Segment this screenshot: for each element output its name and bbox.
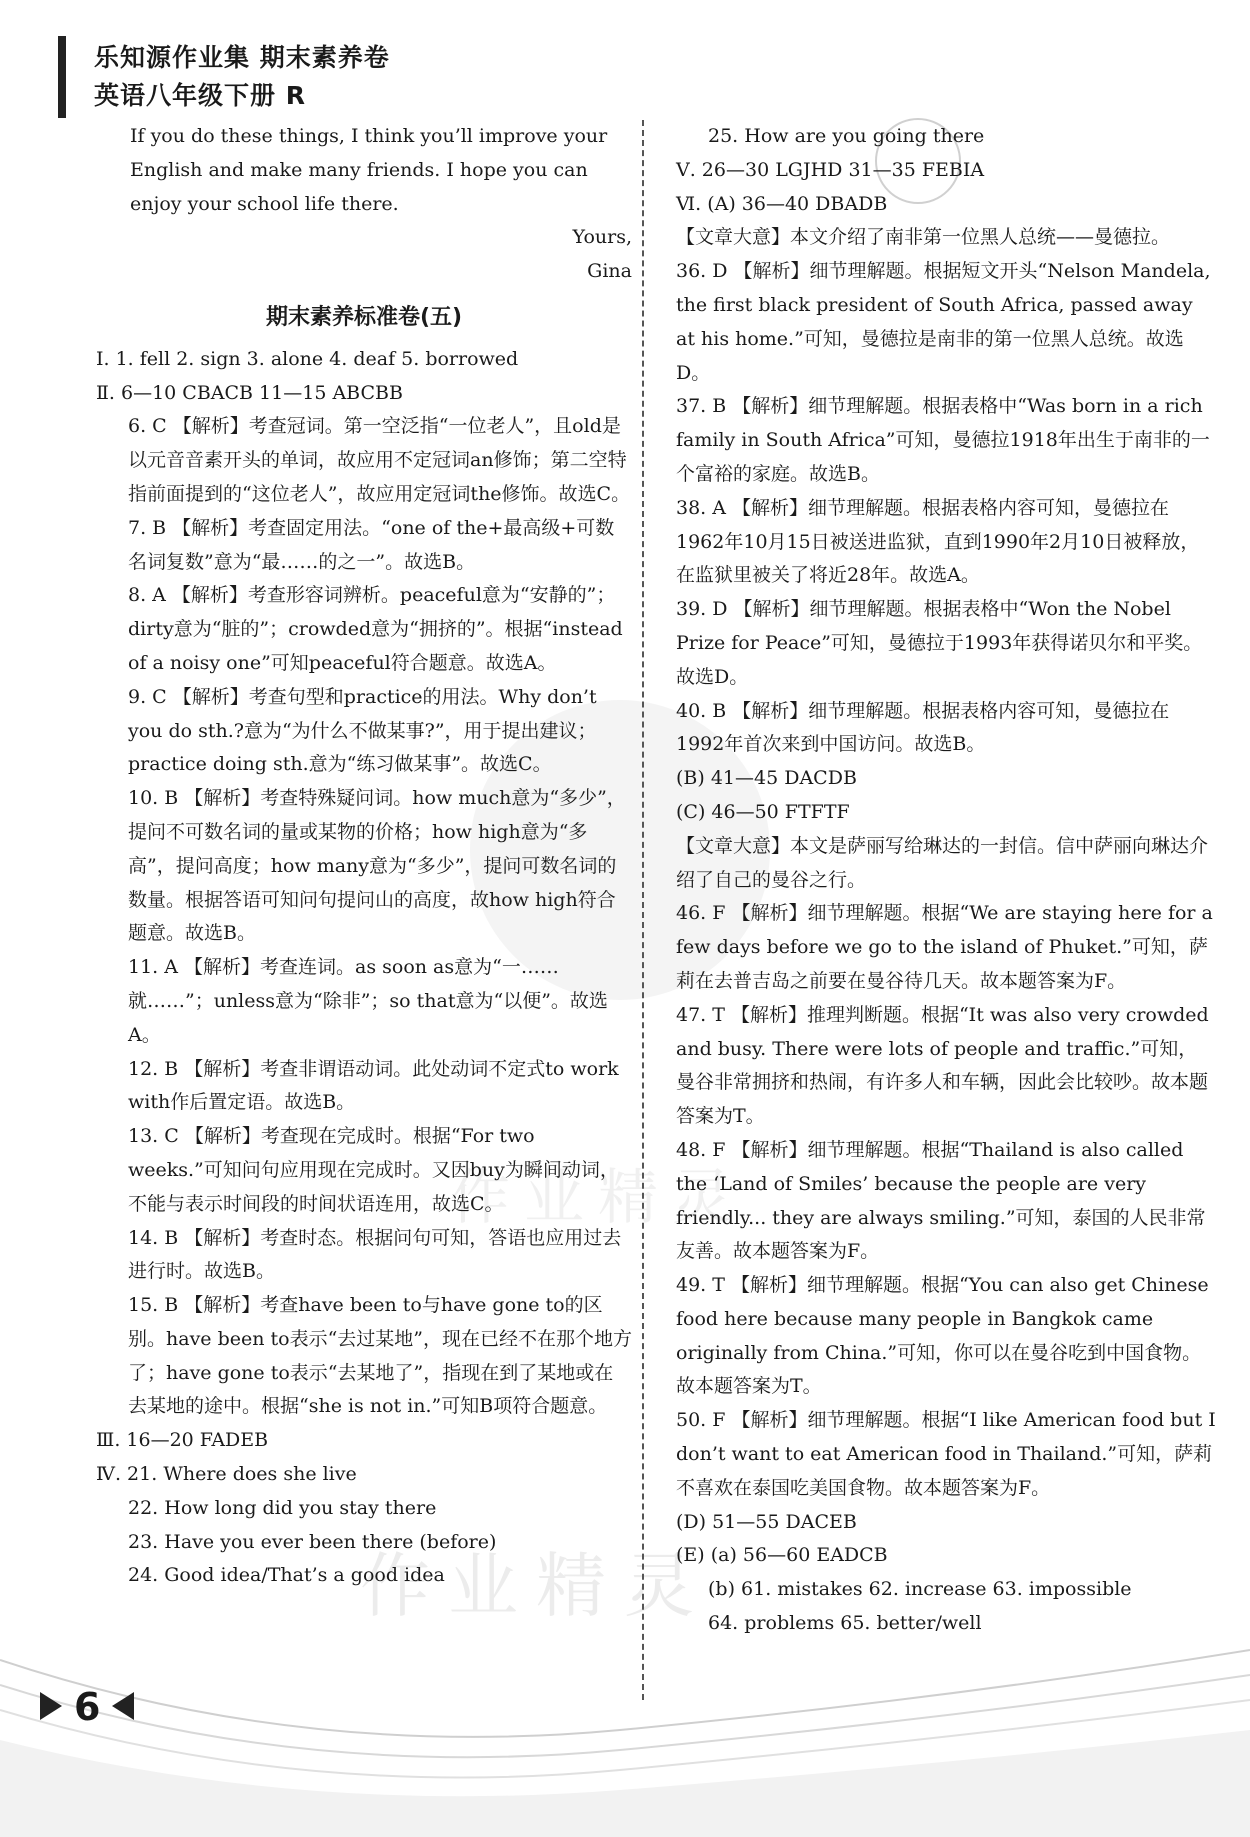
answer-paragraph: 15. B 【解析】考查have been to与have gone to的区别。have been to表示“去过某地”，现在已经不在那个地方了；have gone to表示“去某地了”，指现在到了某地或在去某地的途中。根据“she is not in.”可知B项符合题意。 bbox=[128, 1294, 633, 1418]
answer-paragraph: 7. B 【解析】考查固定用法。“one of the+最高级+可数名词复数”意为“最……的之一”。故选B。 bbox=[128, 516, 615, 573]
header-subtitle: 英语八年级下册 R bbox=[94, 81, 306, 110]
answer-paragraph: Ⅱ. 6—10 CBACB 11—15 ABCBB bbox=[96, 381, 403, 404]
answer-paragraph: Ⅲ. 16—20 FADEB bbox=[96, 1429, 269, 1452]
answer-paragraph: Ⅵ. (A) 36—40 DBADB bbox=[676, 192, 888, 215]
answer-paragraph: 46. F 【解析】细节理解题。根据“We are staying here for a few days before we go to the island of Phuket.”可知，萨莉在去普吉岛之前要在曼谷待几天。故本题答案为F。 bbox=[676, 902, 1213, 992]
answer-paragraph: Yours, bbox=[572, 226, 632, 249]
column-divider bbox=[642, 120, 644, 1700]
answer-paragraph: 36. D 【解析】细节理解题。根据短文开头“Nelson Mandela, the first black president of South Africa, passed away at his home.”可知，曼德拉是南非的第一位黑人总统。故选D。 bbox=[676, 260, 1211, 384]
watermark-text: 作业精灵 bbox=[360, 1545, 712, 1627]
answer-paragraph: 40. B 【解析】细节理解题。根据表格内容可知，曼德拉在1992年首次来到中国访问。故选B。 bbox=[676, 699, 1170, 756]
answer-paragraph: (E) (a) 56—60 EADCB bbox=[676, 1544, 888, 1567]
answer-paragraph: If you do these things, I think you’ll improve your English and make many friends. I hope you can enjoy your school life there. bbox=[130, 125, 608, 215]
answer-paragraph: 39. D 【解析】细节理解题。根据表格中“Won the Nobel Prize for Peace”可知，曼德拉于1993年获得诺贝尔和平奖。故选D。 bbox=[676, 598, 1203, 688]
answer-paragraph: 【文章大意】本文介绍了南非第一位黑人总统——曼德拉。 bbox=[676, 226, 1171, 249]
page-arrow-left-icon bbox=[40, 1692, 62, 1720]
answer-paragraph: 10. B 【解析】考查特殊疑问词。how much意为“多少”，提问不可数名词的量或某物的价格；how high意为“多高”，提问高度；how many意为“多少”，提问可数名词的数量。根据答语可知问句提问山的高度，故how high符合题意。故选B。 bbox=[128, 787, 626, 945]
answer-paragraph: (D) 51—55 DACEB bbox=[676, 1510, 857, 1533]
answer-paragraph: 14. B 【解析】考查时态。根据问句可知，答语也应用过去进行时。故选B。 bbox=[128, 1226, 622, 1283]
answer-paragraph: Ⅴ. 26—30 LGJHD 31—35 FEBIA bbox=[676, 158, 985, 181]
header-bar bbox=[58, 36, 66, 118]
answer-paragraph: 50. F 【解析】细节理解题。根据“I like American food but I don’t want to eat American food in Thailand.”可知，萨莉不喜欢在泰国吃美国食物。故本题答案为F。 bbox=[676, 1409, 1216, 1499]
answer-paragraph: 8. A 【解析】考查形容词辨析。peaceful意为“安静的”；dirty意为“脏的”；crowded意为“拥挤的”。根据“instead of a noisy one”可知peaceful符合题意。故选A。 bbox=[128, 584, 623, 674]
answer-paragraph: Ⅰ. 1. fell 2. sign 3. alone 4. deaf 5. borrowed bbox=[96, 347, 519, 370]
answer-paragraph: 24. Good idea/That’s a good idea bbox=[128, 1564, 445, 1587]
answer-paragraph: 23. Have you ever been there (before) bbox=[128, 1530, 497, 1553]
right-column bbox=[676, 120, 1216, 1641]
page-number: 6 bbox=[74, 1685, 101, 1729]
answer-paragraph: 37. B 【解析】细节理解题。根据表格中“Was born in a rich family in South Africa”可知，曼德拉1918年出生于南非的一个富裕的家庭。故选B。 bbox=[676, 395, 1210, 485]
answer-paragraph: 13. C 【解析】考查现在完成时。根据“For two weeks.”可知问句应用现在完成时。又因buy为瞬间动词，不能与表示时间段的时间状语连用，故选C。 bbox=[128, 1125, 619, 1215]
answer-paragraph: 【文章大意】本文是萨丽写给琳达的一封信。信中萨丽向琳达介绍了自己的曼谷之行。 bbox=[676, 834, 1209, 891]
answer-paragraph: 25. How are you going there bbox=[708, 125, 985, 147]
answer-paragraph: 47. T 【解析】推理判断题。根据“It was also very crowded and busy. There were lots of people and traffic.”可知，曼谷非常拥挤和热闹，有许多人和车辆，因此会比较吵。故本题答案为T。 bbox=[676, 1003, 1209, 1128]
watermark-text-mid: 作业精灵 bbox=[450, 1163, 746, 1233]
answer-paragraph: (b) 61. mistakes 62. increase 63. impossible bbox=[708, 1578, 1132, 1601]
left-column bbox=[96, 120, 632, 1593]
answer-paragraph: 64. problems 65. better/well bbox=[708, 1612, 982, 1635]
answer-paragraph: 38. A 【解析】细节理解题。根据表格内容可知，曼德拉在1962年10月15日被送进监狱，直到1990年2月10日被释放，在监狱里被关了将近28年。故选A。 bbox=[676, 496, 1200, 587]
footer-wave-decoration bbox=[0, 1640, 1250, 1837]
answer-paragraph: 49. T 【解析】细节理解题。根据“You can also get Chinese food here because many people in Bangkok came originally from China.”可知，你可以在曼谷吃到中国食物。故本题答案为T。 bbox=[676, 1274, 1209, 1398]
answer-paragraph: 22. How long did you stay there bbox=[128, 1496, 437, 1519]
answer-paragraph: Gina bbox=[587, 260, 632, 283]
answer-paragraph: (B) 41—45 DACDB bbox=[676, 767, 857, 790]
answer-paragraph: 48. F 【解析】细节理解题。根据“Thailand is also called the ‘Land of Smiles’ because the people are very friendly... they are always smiling.”可知，泰国的人民非常友善。故本题答案为F。 bbox=[676, 1138, 1206, 1263]
answer-paragraph: 11. A 【解析】考查连词。as soon as意为“一……就……”；unless意为“除非”；so that意为“以便”。故选A。 bbox=[128, 956, 608, 1046]
answer-paragraph: (C) 46—50 FTFTF bbox=[676, 800, 850, 823]
answer-paragraph: 6. C 【解析】考查冠词。第一空泛指“一位老人”，且old是以元音音素开头的单词，故应用不定冠词an修饰；第二空特指前面提到的“这位老人”，故应用定冠词the修饰。故选C。 bbox=[128, 415, 631, 505]
section-heading: 期末素养标准卷(五) bbox=[265, 304, 463, 330]
answer-paragraph: 9. C 【解析】考查句型和practice的用法。Why don’t you do sth.?意为“为什么不做某事?”，用于提出建议；practice doing sth.意为“练习做某事”。故选C。 bbox=[128, 685, 597, 776]
answer-paragraph: 12. B 【解析】考查非谓语动词。此处动词不定式to work with作后置定语。故选B。 bbox=[128, 1057, 619, 1114]
page-arrow-right-icon bbox=[112, 1692, 134, 1720]
header-title: 乐知源作业集 期末素养卷 bbox=[94, 43, 390, 72]
answer-paragraph: Ⅳ. 21. Where does she live bbox=[96, 1463, 357, 1486]
